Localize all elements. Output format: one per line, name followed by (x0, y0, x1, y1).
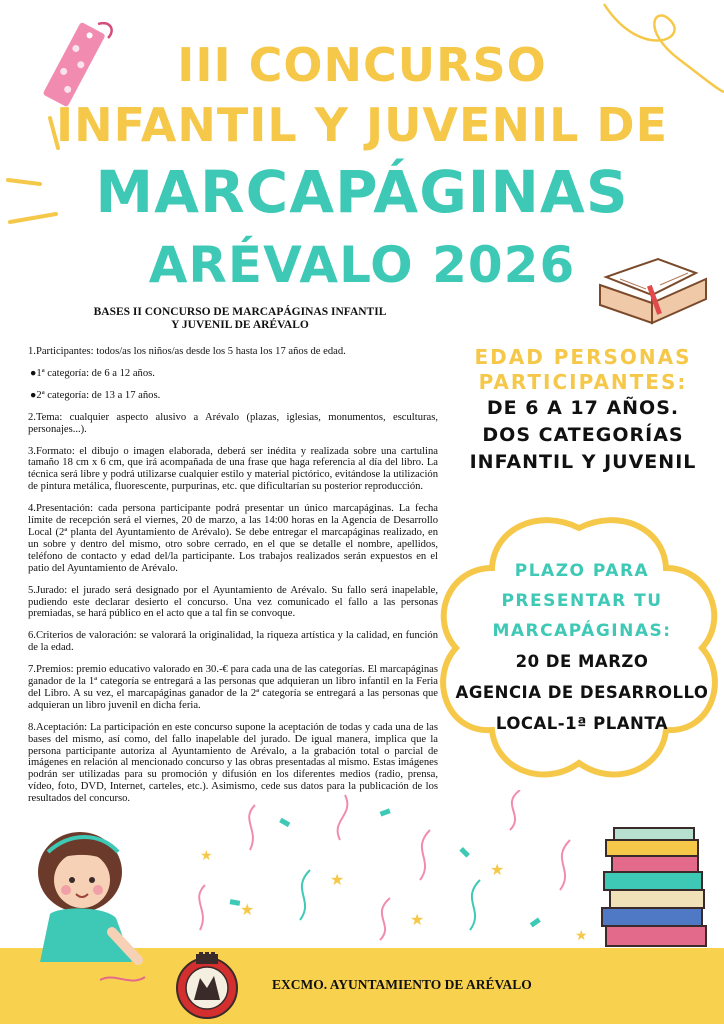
category-2: ●2ª categoría: de 13 a 17 años. (30, 389, 161, 401)
svg-text:★: ★ (240, 902, 255, 919)
town-crest-icon (174, 952, 240, 1022)
rule-acceptance: 8.Aceptación: La participación en este concurso supone la aceptación de todas y cada una de las bases del mismo, así como, del fallo inapelable del jurado. De igual manera, implica que la persona participante autoriza al Ayuntamiento de Arévalo, a la grabación total o parcial de imágenes en relación al mencionado concurso y las obras presentadas al mismo. Estas imágenes podrán ser utilizadas para su promoción y difusión en los diferentes medios (radio, prensa, vídeo, foto, DVD, Internet, carteles, etc.). Asimismo, cede sus datos para la publicación de los resultados del concurso. (28, 721, 438, 805)
rule-theme: 2.Tema: cualquier aspecto alusivo a Arévalo (plazas, iglesias, monumentos, esculturas, personajes...). (28, 411, 438, 435)
title-line-4: ARÉVALO 2026 (148, 236, 576, 294)
rule-format: 3.Formato: el dibujo o imagen elaborada, deberá ser inédita y realizada sobre una cartulina tamaño 18 cm x 6 cm, que irá acompañada de una frase que haga referencia al día del libro. La técnica será libre y podrá utilizarse cualquier estilo y material pictórico, evitándose la utilización de pintura metálica, fluorescente, purpurinas, etc. que dificultarían su posterior reproducción. (28, 445, 438, 493)
title-line-1: III CONCURSO (177, 38, 547, 92)
ages-box: EDAD PERSONAS PARTICIPANTES: DE 6 A 17 AÑOS. DOS CATEGORÍAS INFANTIL Y JUVENIL (469, 345, 697, 473)
title-line-2: INFANTIL Y JUVENIL DE (55, 98, 669, 152)
title-line-3: MARCAPÁGINAS (95, 158, 629, 226)
rule-participants: 1.Participantes: todos/as los niños/as desde los 5 hasta los 17 años de edad. (28, 346, 346, 357)
rule-jury: 5.Jurado: el jurado será designado por el Ayuntamiento de Arévalo. Su fallo será inapelable, pudiendo este declarar desierto el concurso. Una vez comunicado el fallo a las personas premiadas, se hará público en el acto que a tal fin se convoque. (28, 584, 438, 620)
book-stack-icon (596, 826, 710, 954)
svg-text:★: ★ (200, 849, 213, 864)
svg-text:★: ★ (410, 912, 425, 929)
deadline-box: PLAZO PARA PRESENTAR TU MARCAPÁGINAS: 20 DE MARZO AGENCIA DE DESARROLLO LOCAL-1ª PLANTA (455, 561, 709, 733)
organizer-label: EXCMO. AYUNTAMIENTO DE ARÉVALO (272, 977, 532, 992)
svg-text:★: ★ (575, 929, 588, 944)
bases-body (28, 346, 438, 815)
svg-text:★: ★ (330, 872, 345, 889)
bases-heading: BASES II CONCURSO DE MARCAPÁGINAS INFANTIL Y JUVENIL DE ARÉVALO (93, 306, 387, 331)
girl-drawing-illustration (20, 822, 170, 1002)
rule-criteria: 6.Criterios de valoración: se valorará la originalidad, la riqueza artística y la calidad, en función de la edad. (28, 630, 438, 654)
svg-text:★: ★ (490, 862, 505, 879)
open-book-icon (596, 255, 710, 327)
rule-prizes: 7.Premios: premio educativo valorado en 30.-€ para cada una de las categorías. El marcapáginas ganador de la 1ª categoría se entregará a las personas que adquieran un libro infantil en la Feria del Libro. A su vez, el marcapáginas ganador de la 2ª categoría se entregará a las personas que adquieran un libro juvenil en dicha feria. (28, 664, 438, 711)
rule-presentation: 4.Presentación: cada persona participante podrá presentar un único marcapáginas. La fecha límite de recepción será el viernes, 20 de marzo, a las 14:00 horas en la Agencia de Desarrollo Local (2ª planta del Ayuntamiento de Arévalo). Se debe entregar el marcapáginas realizado, en un sobre y dentro del mismo, otro sobre cerrado, en el que se detalle el nombre, apellidos, teléfono de contacto y edad del/la participante. Los trabajos realizados serán expuestos en el patio del Ayuntamiento de Arévalo. (28, 503, 438, 574)
category-1: ●1ª categoría: de 6 a 12 años. (30, 367, 155, 379)
confetti-decoration (180, 790, 610, 955)
